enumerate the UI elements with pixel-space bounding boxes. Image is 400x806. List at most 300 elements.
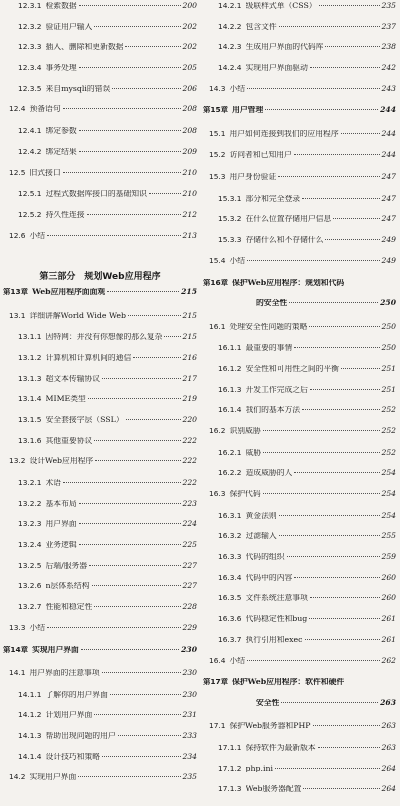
section-entry [3,437,197,445]
dot-leader [289,302,378,303]
page-number: 233 [182,731,197,740]
section-title: n层体系结构 [45,582,90,591]
dot-leader [309,618,379,619]
section-title: 小结 [229,656,246,665]
section-number: 12.3.4 [18,64,42,72]
chapter-entry [203,279,396,287]
section-number: 15.3.1 [218,194,242,203]
dot-leader [118,735,181,736]
section-title: 代码的组织 [245,553,285,561]
page-number: 235 [182,773,197,782]
section-entry [3,500,197,508]
page-number: 251 [381,364,396,373]
dot-leader [302,198,379,199]
section-entry [203,785,396,793]
section-number: 15.3.2 [218,215,242,224]
dot-leader [102,756,180,757]
page-number: 264 [381,764,396,773]
page-number: 238 [381,43,396,52]
section-title: 用户如何连接到我们的应用程序 [229,129,339,138]
section-number: 14.2.3 [218,43,242,52]
section-entry [3,416,197,424]
section-title: 过程式数据库接口的基础知识 [45,190,147,198]
dot-leader [79,544,181,545]
section-title: 用户界面 [45,520,77,529]
dot-leader [279,535,380,536]
page-number: 230 [182,668,197,677]
page-number: 244 [381,151,396,160]
page-number: 206 [182,84,197,93]
chapter-entry [3,288,197,296]
page-number: 220 [182,415,197,424]
section-entry [203,532,396,540]
page-number: 231 [182,711,197,720]
page-number: 237 [381,22,396,31]
section-title: 计算机和计算机间的通信 [45,353,132,362]
section-entry [203,722,396,730]
chapter-entry [203,678,396,686]
section-title: 小结 [29,623,46,632]
dot-leader [303,788,379,789]
dot-leader [79,523,181,524]
section-number: 13.2 [9,457,26,466]
dot-leader [110,694,181,695]
section-number: 13.2.1 [18,479,42,487]
section-entry [203,765,396,773]
section-entry [203,615,396,623]
section-number: 13.3 [9,623,26,632]
dot-leader [310,67,380,68]
page-number: 252 [381,426,396,435]
section-title: 过滤输入 [245,532,277,541]
page-number: 228 [182,603,197,611]
page-number: 251 [381,385,396,394]
section-number: 第16章 [203,278,229,287]
section-title: 执行引用和exec [245,635,303,644]
section-number: 13.2.2 [18,499,42,508]
dot-leader [294,577,379,578]
section-number: 16.3.1 [218,511,242,520]
page-number: 247 [381,194,396,203]
section-number: 14.3 [209,84,226,93]
section-title: MIME类型 [45,395,86,404]
section-entry [3,64,197,72]
section-title: 部分和完全登录 [245,194,301,203]
page-number: 250 [380,299,396,308]
section-title: 访问者和已知用户 [229,151,292,160]
dot-leader [102,378,180,379]
section-title: 来自mysqli的错误 [45,84,111,93]
section-entry [3,479,197,487]
section-entry [203,427,396,435]
section-entry [203,574,396,582]
section-entry [203,386,396,394]
dot-leader [275,768,379,769]
section-entry [3,148,197,156]
section-number: 14.1 [9,668,26,677]
section-number: 第13章 [3,288,29,297]
dot-leader [149,193,181,194]
section-entry [3,43,197,51]
section-number: 12.3.1 [18,2,42,10]
section-title: 性能和稳定性 [45,603,93,611]
dot-leader [263,430,380,431]
dot-leader [87,214,181,215]
section-number: 第15章 [203,106,229,115]
section-entry [3,562,197,570]
section-title: 识别威胁 [229,426,261,435]
section-entry [203,657,396,665]
section-title: 插入、删除和更新数据 [45,43,124,52]
section-title: 后端/服务器 [45,561,88,570]
section-number: 16.1.1 [218,344,242,353]
section-title: 黄金法则 [245,511,277,520]
section-title: 术语 [45,479,62,487]
dot-leader [294,472,379,473]
section-number: 12.4.2 [18,147,42,156]
section-title: 级联样式单（CSS） [245,2,317,10]
section-entry [3,624,197,632]
section-title: 持久性连接 [45,210,85,219]
section-number: 13.1.4 [18,395,42,404]
dot-leader [325,46,379,47]
page-number: 264 [381,785,396,794]
dot-leader [287,556,380,557]
section-entry [203,23,396,31]
section-title: 小结 [229,256,246,265]
section-entry [3,732,197,740]
section-title: 设计Web应用程序 [29,457,94,466]
dot-leader [133,357,180,358]
section-entry [3,603,197,611]
section-entry [203,365,396,373]
section-entry [3,457,197,465]
section-entry [3,582,197,590]
section-number: 17.1.2 [218,764,242,773]
dot-leader [126,419,181,420]
page-number: 210 [182,190,197,198]
section-number: 16.3.7 [218,635,242,644]
section-entry [203,43,396,51]
page-number: 259 [381,553,396,561]
dot-leader [309,326,379,327]
page-number: 210 [182,168,197,177]
section-title: 我们的基本方法 [245,406,301,415]
dot-leader [279,26,380,27]
page-number: 200 [182,2,197,10]
page-number: 244 [381,129,396,138]
section-number: 16.3.3 [218,553,242,561]
section-entry [3,169,197,177]
page-number: 227 [182,561,197,570]
dot-leader [319,5,380,6]
section-entry [203,406,396,414]
section-number: 14.2.1 [218,2,242,10]
section-title: 安全性 [256,698,280,707]
dot-leader [95,460,180,461]
dot-leader [89,565,180,566]
page-number: 227 [182,582,197,591]
section-entry [3,312,197,320]
section-number: 第17章 [203,678,229,687]
page-number: 249 [381,256,396,265]
page-number: 202 [182,22,197,31]
section-entry [3,127,197,135]
dot-leader [94,440,180,441]
section-title: 保持软件为最新版本 [245,743,316,752]
chapter-entry-continued [203,699,396,707]
dot-leader [278,176,379,177]
section-entry [203,512,396,520]
section-number: 13.1.6 [18,436,42,445]
section-number: 13.2.6 [18,582,42,591]
section-entry [3,232,197,240]
section-title: 计划用户界面 [45,711,93,720]
section-title: 设计技巧和策略 [45,752,101,761]
section-title: 安全性和可用性之间的平衡 [245,364,340,373]
page-number: 215 [182,311,197,320]
dot-leader [63,172,181,173]
section-number: 13.2.7 [18,603,42,611]
section-number: 12.4.1 [18,127,42,135]
section-title: Web服务器配置 [245,785,302,794]
section-title: 生成用户界面的代码库 [245,43,324,52]
page-number: 208 [182,105,197,114]
page-number: 229 [182,623,197,632]
page-number: 208 [182,127,197,135]
section-title: 保护代码 [229,490,261,498]
section-entry [3,711,197,719]
page-number: 244 [380,106,396,115]
section-title: 帮助出现问题的用户 [45,731,116,740]
section-title: 存储什么和不存储什么 [245,236,324,244]
section-title: 超文本传输协议 [45,374,101,383]
section-number: 13.2.5 [18,561,42,570]
dot-leader [47,627,180,628]
page-number: 205 [182,64,197,72]
page-number: 250 [381,344,396,353]
dot-leader [128,315,181,316]
section-title: 的安全性 [256,299,288,308]
section-number: 16.3 [209,490,226,498]
section-title: 安全套接字层（SSL） [45,415,124,424]
dot-leader [107,291,179,292]
page-number: 222 [182,479,197,487]
section-number: 16.1 [209,322,226,331]
section-title: 威胁 [245,448,262,457]
dot-leader [79,5,181,6]
dot-leader [263,493,380,494]
section-title: 保护Web应用程序：软件和硬件 [232,678,345,687]
dot-leader [94,606,180,607]
section-title: 验证用户输入 [45,22,93,31]
section-entry [3,354,197,362]
section-title: 实现用户界面 [29,773,77,782]
page-number: 224 [182,520,197,529]
section-title: 业务逻辑 [45,541,77,549]
page-number: 254 [381,469,396,478]
section-number: 16.4 [209,656,226,665]
section-entry [203,553,396,561]
section-entry [3,753,197,761]
section-number: 16.3.4 [218,573,242,582]
page-number: 213 [182,231,197,240]
section-entry [3,23,197,31]
page-number: 263 [381,743,396,752]
section-title: 因特网：并没有你想像的那么复杂 [45,333,163,342]
section-number: 13.1 [9,311,26,320]
page-number: 234 [182,752,197,761]
section-entry [203,236,396,244]
section-title: 事务处理 [45,64,77,72]
section-number: 第14章 [3,645,29,654]
dot-leader [310,597,380,598]
section-number: 14.1.2 [18,711,42,720]
dot-leader [325,239,379,240]
page-number: 215 [181,288,197,297]
dot-leader [112,88,180,89]
section-entry [3,105,197,113]
page-number: 255 [381,532,396,541]
section-number: 12.5.1 [18,190,42,198]
section-title: 处理安全性问题的策略 [229,322,308,331]
section-title: 检索数据 [45,2,77,10]
page-number: 247 [381,215,396,224]
section-title: 旧式接口 [29,168,61,177]
dot-leader [247,260,379,261]
section-title: 代码稳定性和bug [245,615,308,623]
dot-leader [88,398,181,399]
page-number: 223 [182,499,197,508]
section-title: 保护Web服务器和PHP [229,722,311,730]
section-title: 包含文件 [245,22,277,31]
section-number: 16.2.2 [218,469,242,478]
page-number: 261 [381,635,396,644]
section-number: 12.4 [9,105,26,114]
page-number: 249 [381,236,396,244]
section-title: 用户界面的注意事项 [29,668,100,677]
dot-leader [310,389,380,390]
section-entry [203,64,396,72]
section-entry [3,2,197,10]
section-number: 15.3 [209,173,226,181]
page-number: 252 [381,406,396,415]
dot-leader [294,154,380,155]
section-entry [3,520,197,528]
section-entry [203,594,396,602]
section-number: 14.1.3 [18,731,42,740]
section-number: 12.5.2 [18,210,42,219]
toc-right-column [203,2,396,806]
section-title: 用户管理 [232,106,264,115]
dot-leader [313,725,380,726]
section-number: 16.2 [209,426,226,435]
page-number: 263 [380,698,396,707]
section-entry [203,257,396,265]
page-number: 254 [381,490,396,498]
dot-leader [281,702,378,703]
page-number: 215 [182,333,197,342]
section-number: 13.1.2 [18,353,42,362]
section-number: 13.1.1 [18,333,42,342]
dot-leader [305,639,380,640]
section-number: 16.1.4 [218,406,242,415]
dot-leader [63,482,180,483]
section-entry [3,375,197,383]
section-number: 16.1.2 [218,364,242,373]
section-title: 造成威胁的人 [245,469,293,478]
dot-leader [294,347,379,348]
section-entry [3,773,197,781]
dot-leader [81,649,179,650]
page-number: 222 [182,457,197,466]
dot-leader [318,747,380,748]
page-number: 243 [381,84,396,93]
section-number: 13.2.4 [18,541,42,549]
section-title: 用户身份验证 [229,173,277,181]
dot-leader [94,714,180,715]
section-entry [3,691,197,699]
section-title: 小结 [229,84,246,93]
dot-leader [333,218,379,219]
page-number: 262 [381,656,396,665]
section-number: 16.3.6 [218,615,242,623]
section-title: 预备语句 [29,105,61,114]
section-number: 16.3.2 [218,532,242,541]
section-title: 基本布局 [45,499,77,508]
section-title: 保护Web应用程序：规划和代码 [232,278,345,287]
dot-leader [78,776,180,777]
dot-leader [79,503,181,504]
section-entry [203,490,396,498]
page-number: 260 [381,573,396,582]
chapter-entry [203,106,396,114]
page-number: 222 [182,436,197,445]
section-entry [203,449,396,457]
section-entry [3,211,197,219]
section-number: 12.3.5 [18,84,42,93]
section-number: 14.1.4 [18,752,42,761]
dot-leader [247,660,379,661]
section-entry [3,395,197,403]
dot-leader [302,409,379,410]
section-number: 14.1.1 [18,690,42,699]
dot-leader [79,151,181,152]
part-heading: 第三部分 规划Web应用程序 [39,272,161,283]
section-entry [203,195,396,203]
section-entry [3,541,197,549]
dot-leader [94,26,180,27]
section-entry [203,636,396,644]
section-title: 在什么位置存储用户信息 [245,215,332,224]
dot-leader [125,46,180,47]
section-title: Web应用程序面面观 [32,288,106,297]
section-entry [203,173,396,181]
section-number: 13.2.3 [18,520,42,529]
chapter-entry-continued [203,299,396,307]
section-entry [203,744,396,752]
section-number: 17.1.3 [218,785,242,794]
page-number: 209 [182,147,197,156]
section-title: 开发工作完成之后 [245,385,308,394]
section-number: 17.1.1 [218,743,242,752]
section-title: 了解你的用户界面 [45,690,108,699]
section-entry [3,333,197,341]
page-number: 252 [381,448,396,457]
section-title: 详细讲解World Wide Web [29,311,126,320]
section-entry [203,2,396,10]
section-title: 实现用户界面驱动 [245,64,308,72]
